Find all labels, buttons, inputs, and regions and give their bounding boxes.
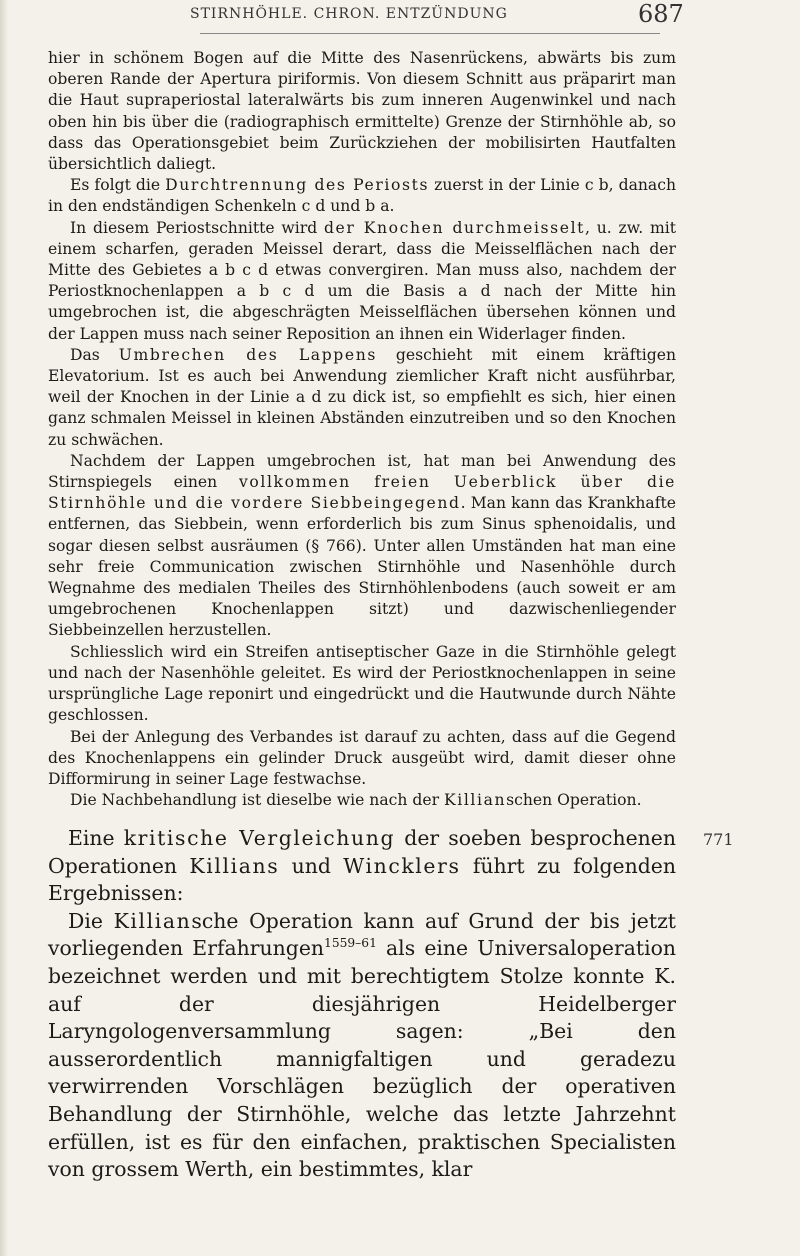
spaced-emphasis: Killian (444, 791, 507, 810)
paragraph: Eine kritische Vergleichung der soeben besprochenen Operationen Killians und Wincklers führt zu folgenden Ergebnissen: (48, 826, 677, 906)
paragraph: Bei der Anlegung des Verbandes ist darauf zu achten, dass auf die Gegend des Knochenlappens ein gelinder Druck ausgeübt wird, damit dieser ohne Difformirung in seiner Lage festwachse. (48, 727, 676, 788)
spaced-emphasis: Killian (113, 908, 192, 933)
body-text-large (48, 825, 676, 1184)
margin-section-number: 771 (703, 830, 734, 849)
paragraph: Schliesslich wird ein Streifen antiseptischer Gaze in die Stirnhöhle gelegt und nach der Nasenhöhle geleitet. Es wird der Periostknochenlappen in seine ursprüngliche Lage reponirt und eingedrückt und die Hautwunde durch Nähte geschlossen. (48, 642, 676, 725)
spaced-emphasis: Durchtrennung des Periosts (165, 176, 430, 195)
page-number: 687 (638, 0, 684, 28)
paragraph: Die Nachbehandlung ist dieselbe wie nach der Killianschen Operation. (70, 791, 642, 810)
running-head: STIRNHÖHLE. CHRON. ENTZÜNDUNG (190, 6, 508, 22)
header-rule (200, 33, 660, 34)
paragraph: Die Killiansche Operation kann auf Grund der bis jetzt vorliegenden Erfahrungen$^{1559-61}$ als eine Universaloperation bezeichnet werden und mit berechtigtem Stolze konnte K. auf der diesjährigen Heidelberger Laryngologenversammlung sagen: „Bei den ausserordentlich mannigfaltigen und geradezu verwirrenden Vorschlägen bezüglich der operativen Behandlung der Stirnhöhle, welche das letzte Jahrzehnt erfüllen, ist es für den einfachen, praktischen Specialisten von grossem Werth, ein bestimmtes, klar (48, 908, 677, 1182)
paragraph: Es folgt die Durchtrennung des Periosts zuerst in der Linie c b, danach in den endständigen Schenkeln c d und b a. (48, 176, 676, 216)
spaced-emphasis: Wincklers (343, 853, 461, 878)
spaced-emphasis: Killians (189, 853, 280, 878)
spaced-emphasis: vollkommen freien Ueberblick über die Stirnhöhle und die vordere Siebbeingegend (48, 473, 676, 513)
body-text-small (48, 48, 676, 811)
paragraph: Nachdem der Lappen umgebrochen ist, hat man bei Anwendung des Stirnspiegels einen vollkommen freien Ueberblick über die Stirnhöhle und die vordere Siebbeingegend. Man kann das Krankhafte entfernen, das Siebbein, wenn erforderlich bis zum Sinus sphenoidalis, und sogar diesen selbst ausräumen (§ 766). Unter allen Umständen hat man eine sehr freie Communication zwischen Stirnhöhle und Nasenhöhle durch Wegnahme des medialen Theiles des Stirnhöhlenbodens (auch soweit er am umgebrochenen Knochenlappen sitzt) und dazwischenliegender Siebbeinzellen herzustellen. (48, 451, 676, 640)
paragraph: hier in schönem Bogen auf die Mitte des Nasenrückens, abwärts bis zum oberen Rande der Apertura piriformis. Von diesem Schnitt aus präparirt man die Haut supraperiostal lateralwärts bis zum inneren Augenwinkel und nach oben hin bis über die (radiographisch ermittelte) Grenze der Stirnhöhle ab, so dass das Operationsgebiet beim Zurückziehen der mobilisirten Hautfalten übersichtlich daliegt. (48, 49, 676, 174)
page-spine-shadow (0, 0, 8, 1256)
spaced-emphasis: der Knochen durchmeisselt (323, 218, 586, 237)
paragraph: In diesem Periostschnitte wird der Knochen durchmeisselt, u. zw. mit einem scharfen, geraden Meissel derart, dass die Meisselflächen nach der Mitte des Gebietes a b c d etwas convergiren. Man muss also, nachdem der Periostknochenlappen a b c d um die Basis a d nach der Mitte hin umgebrochen ist, die abgeschrägten Meisselflächen übersehen können und der Lappen muss nach seiner Reposition an ihnen ein Widerlager finden. (48, 218, 676, 343)
spaced-emphasis: kritische Vergleichung (123, 826, 396, 850)
paragraph: Das Umbrechen des Lappens geschieht mit einem kräftigen Elevatorium. Ist es auch bei Anwendung ziemlicher Kraft nicht ausführbar, weil der Knochen in der Linie a d zu dick ist, so empfiehlt es sich, hier einen ganz schmalen Meissel in kleinen Abständen einzutreiben und so den Knochen zu schwächen. (48, 345, 676, 449)
spaced-emphasis: Umbrechen des Lappens (118, 345, 377, 364)
reference-superscript: 1559–61 (324, 936, 377, 951)
